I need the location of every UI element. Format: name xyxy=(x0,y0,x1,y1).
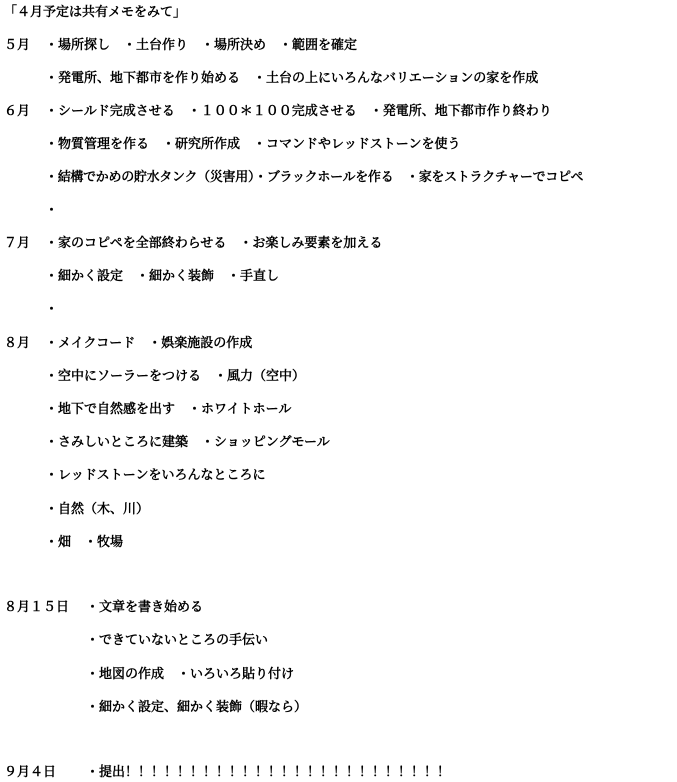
section-label: ８月 xyxy=(4,336,31,351)
list-item: ・メイクコード ・娯楽施設の作成 xyxy=(45,336,253,351)
list-item: ・さみしいところに建築 ・ショッピングモール xyxy=(45,435,330,450)
list-item: ・畑 ・牧場 xyxy=(45,535,124,550)
list-item: ・文章を書き始める xyxy=(86,600,204,615)
section-label: ９月４日 xyxy=(4,765,57,780)
list-item: ・場所探し ・土台作り ・場所決め ・範囲を確定 xyxy=(45,38,358,53)
list-item: ・家のコピペを全部終わらせる ・お楽しみ要素を加える xyxy=(45,236,383,251)
list-item: ・物質管理を作る ・研究所作成 ・コマンドやレッドストーンを使う xyxy=(45,137,461,152)
list-item: ・ xyxy=(45,203,59,218)
section-label: ７月 xyxy=(4,236,31,251)
list-item: ・細かく設定、細かく装飾（暇なら） xyxy=(86,700,308,715)
list-item: ・シールド完成させる ・１００＊１００完成させる ・発電所、地下都市作り終わり xyxy=(45,104,552,119)
section-label: ５月 xyxy=(4,38,31,53)
list-item: ・自然（木、川） xyxy=(45,502,150,517)
list-item: ・提出！！！！！！！！！！！！！！！！！！！！！！！！！ xyxy=(86,765,451,780)
section-label: ８月１５日 xyxy=(4,600,70,615)
list-item: ・空中にソーラーをつける ・風力（空中） xyxy=(45,369,306,384)
list-item: ・結構でかめの貯水タンク（災害用）・ブラックホールを作る ・家をストラクチャーでコピペ xyxy=(45,170,584,185)
list-item: ・レッドストーンをいろんなところに xyxy=(45,468,266,483)
list-item: ・発電所、地下都市を作り始める ・土台の上にいろんなバリエーションの家を作成 xyxy=(45,71,539,86)
page-title: 「４月予定は共有メモをみて」 xyxy=(4,5,187,20)
list-item: ・ xyxy=(45,302,59,317)
section-label: ６月 xyxy=(4,104,31,119)
list-item: ・できていないところの手伝い xyxy=(86,633,269,648)
list-item: ・地下で自然感を出す ・ホワイトホール xyxy=(45,402,292,417)
list-item: ・細かく設定 ・細かく装飾 ・手直し xyxy=(45,269,280,284)
list-item: ・地図の作成 ・いろいろ貼り付け xyxy=(86,667,295,682)
